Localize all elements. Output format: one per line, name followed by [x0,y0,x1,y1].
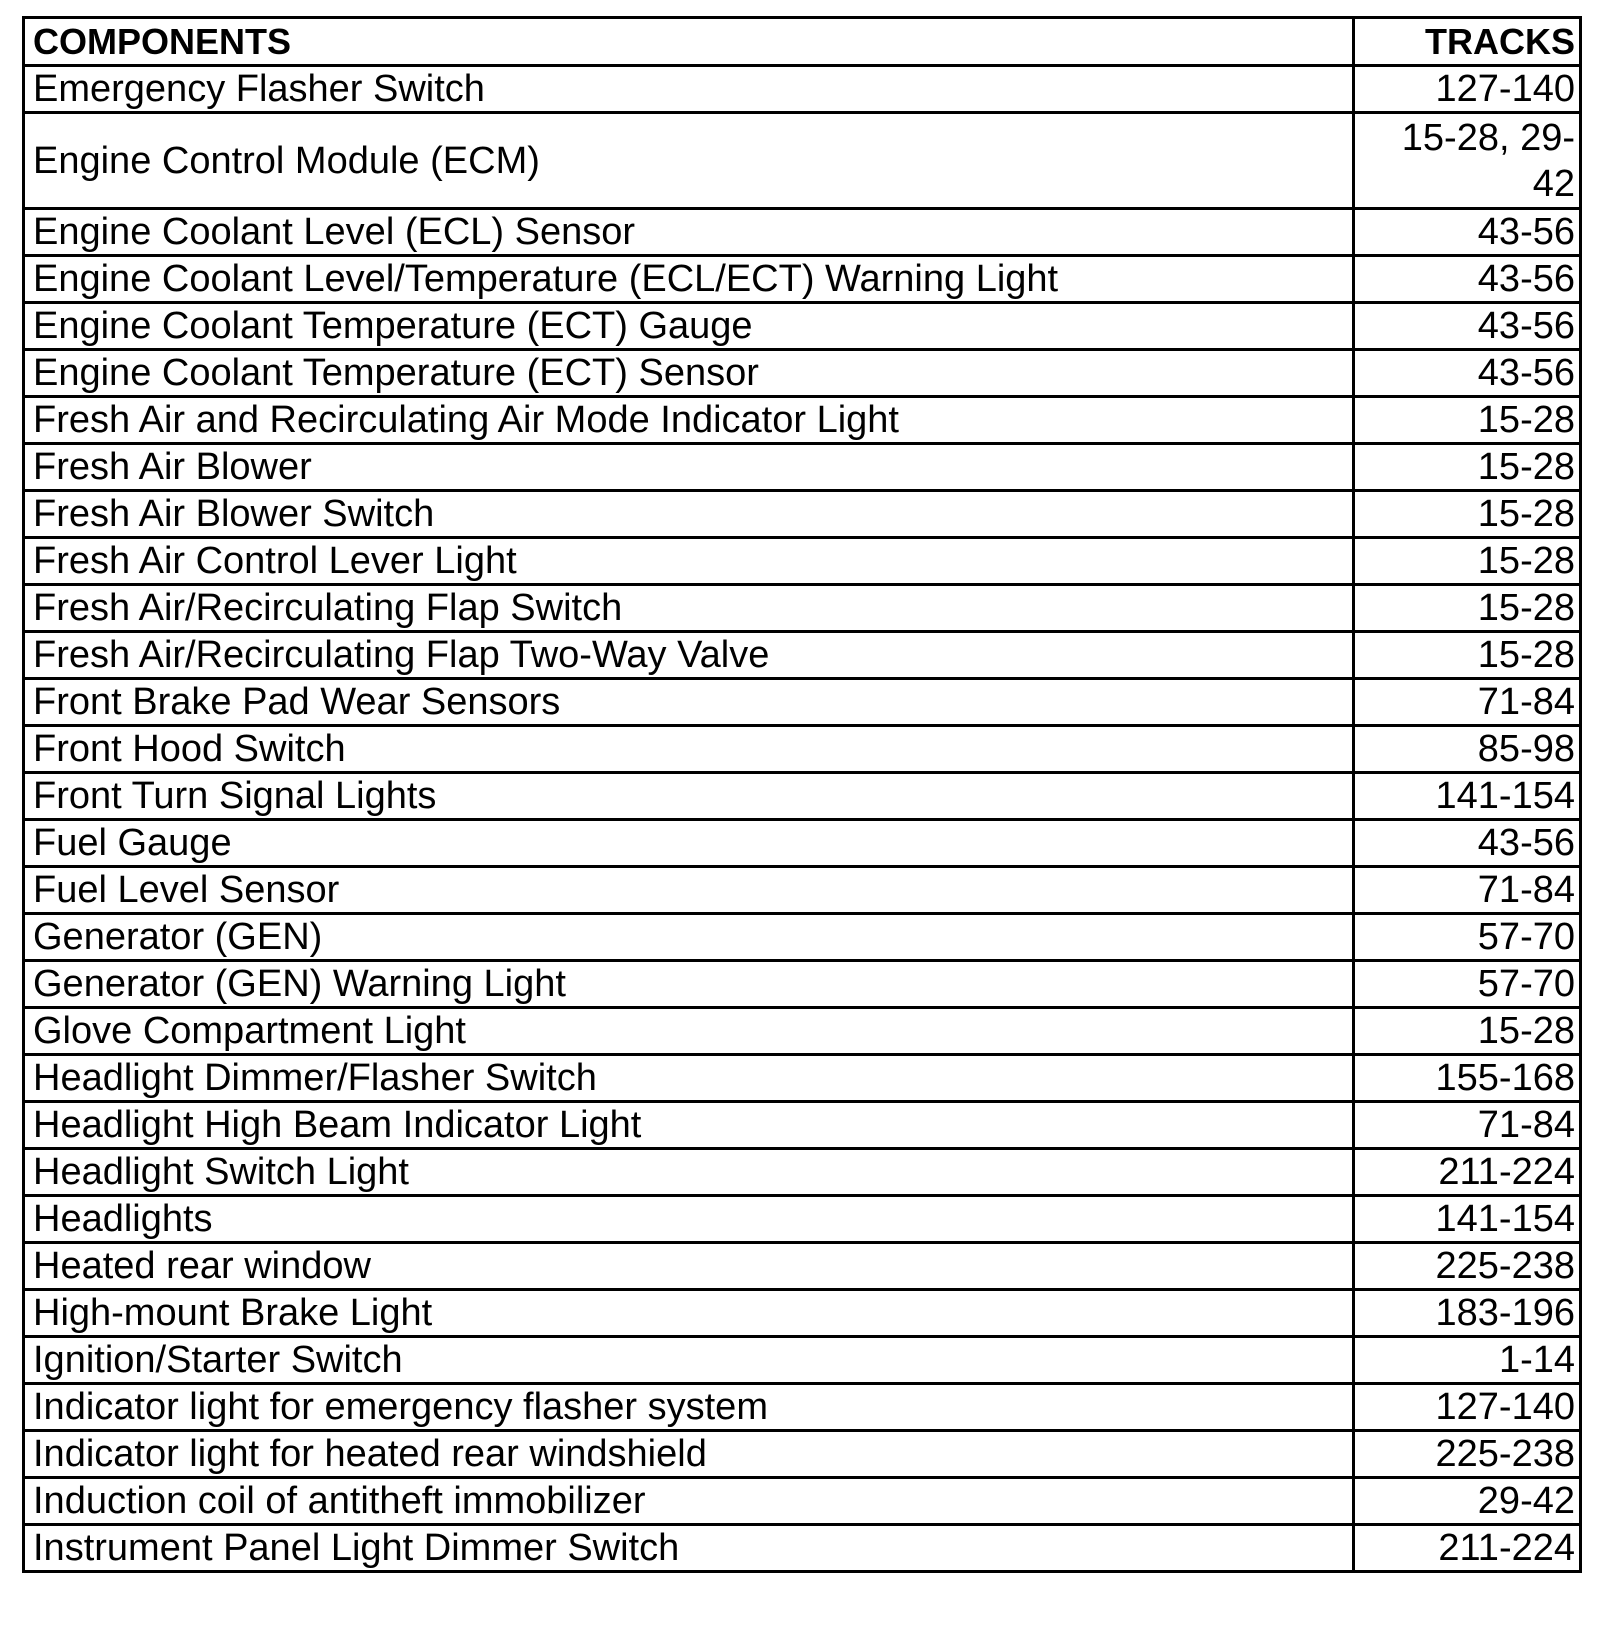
tracks-cell: 15-28, 29-42 [1354,113,1581,209]
tracks-cell: 155-168 [1354,1055,1581,1102]
tracks-cell: 57-70 [1354,914,1581,961]
table-row [24,538,1581,585]
tracks-cell: 57-70 [1354,961,1581,1008]
tracks-cell: 15-28 [1354,585,1581,632]
table-row [24,961,1581,1008]
table-row [24,66,1581,113]
table-row [24,491,1581,538]
tracks-cell: 127-140 [1354,1384,1581,1431]
table-row [24,1525,1581,1572]
table-row [24,303,1581,350]
table-row [24,820,1581,867]
component-cell: Generator (GEN) [24,914,1354,961]
table-row [24,632,1581,679]
table-body [24,66,1581,1572]
component-cell: Front Hood Switch [24,726,1354,773]
table-row [24,867,1581,914]
table-row [24,1243,1581,1290]
component-cell: Engine Coolant Temperature (ECT) Sensor [24,350,1354,397]
table-header-row [24,18,1581,66]
tracks-cell: 15-28 [1354,632,1581,679]
tracks-cell: 141-154 [1354,773,1581,820]
tracks-cell: 225-238 [1354,1431,1581,1478]
component-cell: Engine Control Module (ECM) [24,113,1354,209]
table-row [24,444,1581,491]
table-row [24,209,1581,256]
tracks-header: TRACKS [1354,18,1581,66]
table-row [24,1055,1581,1102]
component-cell: Engine Coolant Level (ECL) Sensor [24,209,1354,256]
component-cell: Headlight Switch Light [24,1149,1354,1196]
component-cell: Heated rear window [24,1243,1354,1290]
component-cell: Fresh Air/Recirculating Flap Switch [24,585,1354,632]
component-cell: Fresh Air Blower [24,444,1354,491]
table-row [24,585,1581,632]
tracks-cell: 211-224 [1354,1149,1581,1196]
component-cell: High-mount Brake Light [24,1290,1354,1337]
table-row [24,1149,1581,1196]
component-cell: Engine Coolant Level/Temperature (ECL/ECT) Warning Light [24,256,1354,303]
component-cell: Fresh Air Control Lever Light [24,538,1354,585]
table-row [24,1337,1581,1384]
tracks-cell: 71-84 [1354,679,1581,726]
tracks-cell: 15-28 [1354,1008,1581,1055]
component-cell: Engine Coolant Temperature (ECT) Gauge [24,303,1354,350]
tracks-cell: 183-196 [1354,1290,1581,1337]
component-cell: Headlight Dimmer/Flasher Switch [24,1055,1354,1102]
tracks-cell: 85-98 [1354,726,1581,773]
tracks-cell: 15-28 [1354,397,1581,444]
table-row [24,1008,1581,1055]
component-cell: Instrument Panel Light Dimmer Switch [24,1525,1354,1572]
component-cell: Emergency Flasher Switch [24,66,1354,113]
tracks-cell: 141-154 [1354,1196,1581,1243]
tracks-cell: 43-56 [1354,350,1581,397]
component-cell: Induction coil of antitheft immobilizer [24,1478,1354,1525]
components-header: COMPONENTS [24,18,1354,66]
table-row [24,1196,1581,1243]
tracks-cell: 225-238 [1354,1243,1581,1290]
table-row [24,1102,1581,1149]
tracks-cell: 127-140 [1354,66,1581,113]
table-row [24,397,1581,444]
table-row [24,113,1581,209]
table-row [24,1290,1581,1337]
tracks-cell: 15-28 [1354,491,1581,538]
table-row [24,350,1581,397]
component-cell: Front Brake Pad Wear Sensors [24,679,1354,726]
tracks-cell: 43-56 [1354,303,1581,350]
component-cell: Fresh Air and Recirculating Air Mode Indicator Light [24,397,1354,444]
component-cell: Headlight High Beam Indicator Light [24,1102,1354,1149]
tracks-cell: 211-224 [1354,1525,1581,1572]
tracks-cell: 43-56 [1354,820,1581,867]
table-row [24,679,1581,726]
component-cell: Indicator light for heated rear windshield [24,1431,1354,1478]
component-cell: Fuel Level Sensor [24,867,1354,914]
component-cell: Fuel Gauge [24,820,1354,867]
component-cell: Ignition/Starter Switch [24,1337,1354,1384]
tracks-cell: 71-84 [1354,1102,1581,1149]
tracks-cell: 1-14 [1354,1337,1581,1384]
tracks-cell: 71-84 [1354,867,1581,914]
tracks-cell: 29-42 [1354,1478,1581,1525]
table-row [24,1384,1581,1431]
component-cell: Headlights [24,1196,1354,1243]
table-row [24,773,1581,820]
components-table [22,16,1582,1573]
table-row [24,256,1581,303]
component-cell: Fresh Air/Recirculating Flap Two-Way Valve [24,632,1354,679]
table-row [24,914,1581,961]
table-row [24,726,1581,773]
component-cell: Indicator light for emergency flasher system [24,1384,1354,1431]
component-cell: Generator (GEN) Warning Light [24,961,1354,1008]
tracks-cell: 43-56 [1354,209,1581,256]
component-cell: Fresh Air Blower Switch [24,491,1354,538]
component-cell: Front Turn Signal Lights [24,773,1354,820]
tracks-cell: 15-28 [1354,444,1581,491]
tracks-cell: 43-56 [1354,256,1581,303]
table-row [24,1478,1581,1525]
component-cell: Glove Compartment Light [24,1008,1354,1055]
tracks-cell: 15-28 [1354,538,1581,585]
table-row [24,1431,1581,1478]
